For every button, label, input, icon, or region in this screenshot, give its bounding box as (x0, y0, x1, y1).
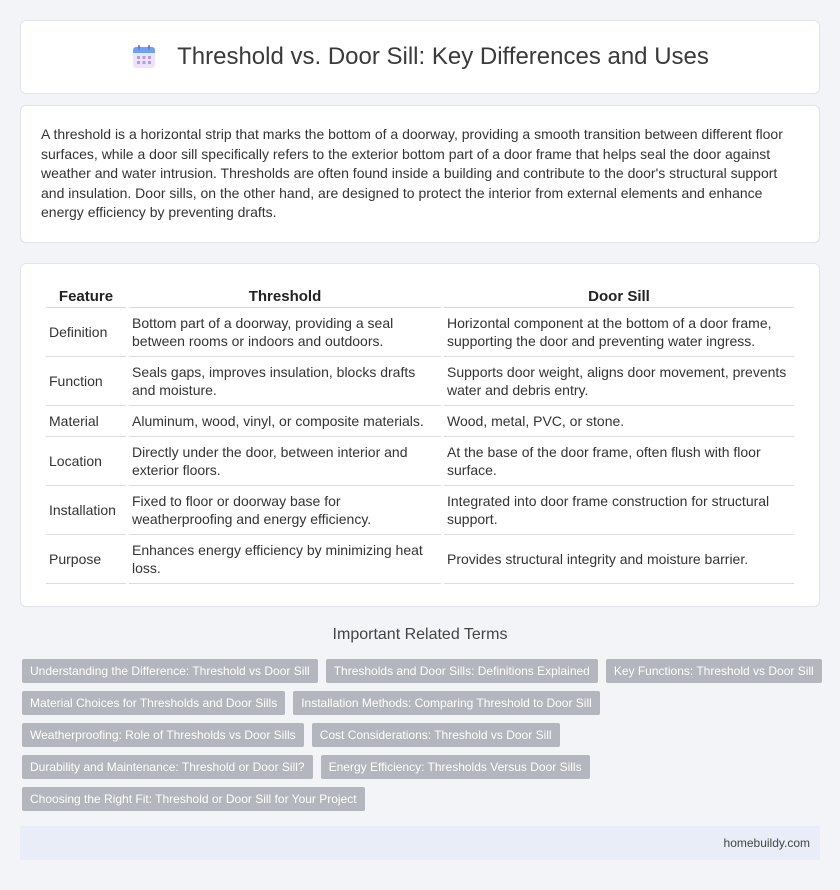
threshold-cell: Seals gaps, improves insulation, blocks drafts and moisture. (129, 357, 441, 406)
feature-cell: Installation (46, 486, 126, 535)
related-term-link[interactable]: Material Choices for Thresholds and Door Sills (22, 691, 285, 715)
table-row (46, 437, 794, 486)
feature-cell: Purpose (46, 535, 126, 584)
intro-text: A threshold is a horizontal strip that marks the bottom of a doorway, providing a smooth transition between different floor surfaces, while a door sill specifically refers to the exterior bottom part of a door frame that helps seal the door against weather and water intrusion. Thresholds are often found inside a building and contribute to the door's structural support and insulation. Door sills, on the other hand, are designed to protect the interior from external elements and enhance energy efficiency by preventing drafts. (41, 126, 783, 220)
footer (20, 826, 820, 860)
page-title: Threshold vs. Door Sill: Key Differences and Uses (177, 43, 709, 70)
related-term-link[interactable]: Durability and Maintenance: Threshold or Door Sill? (22, 755, 313, 779)
related-term-link[interactable]: Weatherproofing: Role of Thresholds vs Door Sills (22, 723, 304, 747)
threshold-cell: Aluminum, wood, vinyl, or composite materials. (129, 406, 441, 437)
feature-cell: Location (46, 437, 126, 486)
door-sill-cell: Horizontal component at the bottom of a door frame, supporting the door and preventing water ingress. (444, 308, 794, 357)
comparison-table-card (20, 263, 820, 607)
title-wrap (131, 43, 709, 71)
header-feature: Feature (46, 283, 126, 308)
feature-cell: Material (46, 406, 126, 437)
door-sill-cell: Provides structural integrity and moisture barrier. (444, 535, 794, 584)
threshold-cell: Fixed to floor or doorway base for weatherproofing and energy efficiency. (129, 486, 441, 535)
footer-site-name: homebuildy.com (723, 836, 810, 850)
related-term-link[interactable]: Installation Methods: Comparing Threshold to Door Sill (293, 691, 600, 715)
table-row (46, 535, 794, 584)
related-term-link[interactable]: Energy Efficiency: Thresholds Versus Door Sills (321, 755, 590, 779)
header-door-sill: Door Sill (444, 283, 794, 308)
header-threshold: Threshold (129, 283, 441, 308)
related-terms-title: Important Related Terms (332, 626, 508, 643)
table-row (46, 406, 794, 437)
related-term-link[interactable]: Key Functions: Threshold vs Door Sill (606, 659, 822, 683)
feature-cell: Definition (46, 308, 126, 357)
table-row (46, 357, 794, 406)
door-sill-cell: Supports door weight, aligns door movement, prevents water and debris entry. (444, 357, 794, 406)
threshold-cell: Enhances energy efficiency by minimizing heat loss. (129, 535, 441, 584)
threshold-cell: Directly under the door, between interior and exterior floors. (129, 437, 441, 486)
table-row (46, 486, 794, 535)
related-term-link[interactable]: Understanding the Difference: Threshold vs Door Sill (22, 659, 318, 683)
feature-cell: Function (46, 357, 126, 406)
header-card (20, 20, 820, 94)
door-sill-cell: At the base of the door frame, often flush with floor surface. (444, 437, 794, 486)
related-term-link[interactable]: Cost Considerations: Threshold vs Door Sill (312, 723, 560, 747)
door-sill-cell: Wood, metal, PVC, or stone. (444, 406, 794, 437)
related-term-link[interactable]: Thresholds and Door Sills: Definitions Explained (326, 659, 598, 683)
threshold-cell: Bottom part of a doorway, providing a seal between rooms or indoors and outdoors. (129, 308, 441, 357)
table-header-row (46, 283, 794, 308)
table-row (46, 308, 794, 357)
related-term-link[interactable]: Choosing the Right Fit: Threshold or Door Sill for Your Project (22, 787, 365, 811)
related-terms-list (22, 659, 822, 811)
door-sill-cell: Integrated into door frame construction for structural support. (444, 486, 794, 535)
comparison-table (43, 283, 797, 584)
intro-card (20, 105, 820, 243)
calendar-icon (131, 44, 157, 70)
